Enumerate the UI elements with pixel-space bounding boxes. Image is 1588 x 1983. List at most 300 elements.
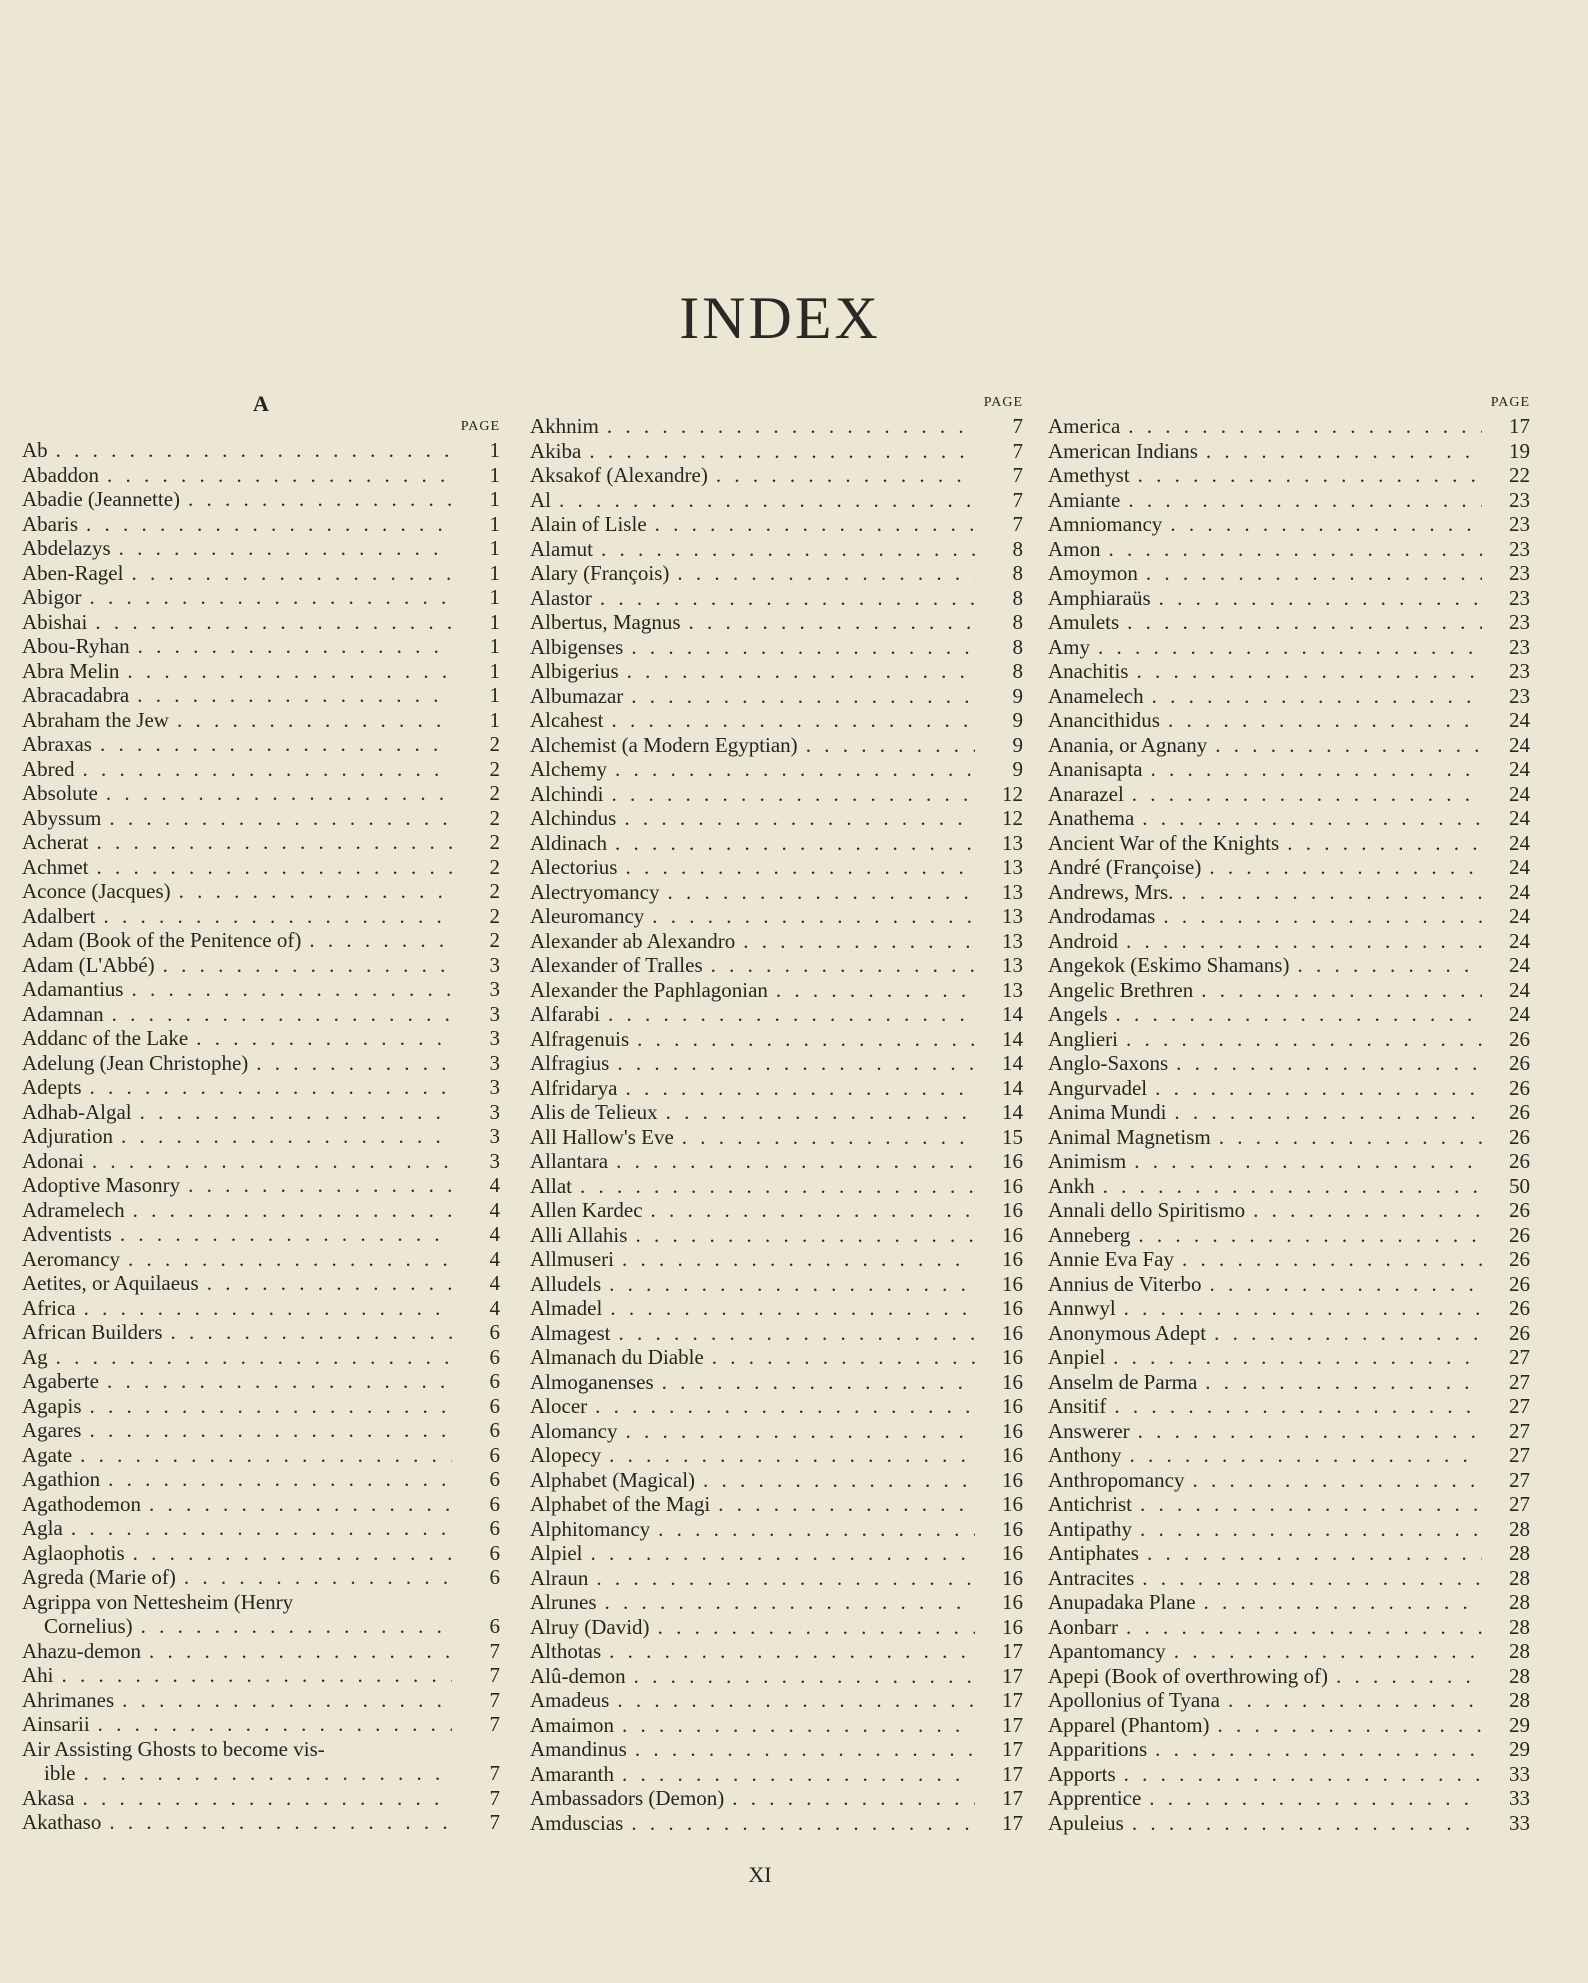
dot-leader (100, 1467, 452, 1492)
entry-page-number: 28 (1509, 1516, 1530, 1541)
entry-page-number: 1 (489, 683, 500, 707)
entry-page-number: 6 (489, 1442, 500, 1467)
index-entry (530, 1639, 1023, 1664)
index-entry (22, 585, 500, 610)
entry-page-number: 26 (1509, 1124, 1530, 1149)
entry-name: Annie Eva Fay (1048, 1247, 1174, 1271)
entry-page-number: 6 (489, 1418, 500, 1442)
index-entry (530, 1198, 1023, 1223)
entry-name: Andrews, Mrs. (1048, 879, 1174, 904)
entry-page-number: 8 (1012, 585, 1023, 610)
entry-page-number: 7 (489, 1761, 500, 1785)
entry-name: Amandinus (530, 1737, 627, 1761)
entry-name: Akathaso (22, 1810, 102, 1834)
dot-leader (1134, 806, 1482, 831)
dot-leader (82, 585, 453, 610)
index-entry (22, 610, 500, 635)
index-entry (1048, 1223, 1530, 1248)
entry-page-number: 22 (1509, 463, 1530, 487)
entry-name: Anachitis (1048, 659, 1129, 683)
entry-name: Alphitomancy (530, 1516, 651, 1541)
entry-page-number: 1 (489, 536, 500, 560)
entry-name: Ancient War of the Knights (1048, 830, 1280, 855)
entry-page-number: 28 (1509, 1663, 1530, 1688)
entry-page-number: 3 (489, 1124, 500, 1148)
index-entry (1048, 757, 1530, 782)
entry-page-number: 13 (1002, 904, 1023, 928)
dot-leader (1220, 1688, 1482, 1713)
entry-page-number: 16 (1002, 1467, 1023, 1492)
entry-page-number: 6 (489, 1393, 500, 1418)
index-entry (530, 1713, 1023, 1738)
entry-name: Al (530, 487, 551, 512)
index-entry (22, 1663, 500, 1688)
index-entry (22, 806, 500, 831)
dot-leader (1134, 1566, 1482, 1591)
dot-leader (133, 1614, 452, 1639)
entry-name: ible (44, 1761, 76, 1785)
dot-leader (1279, 831, 1482, 856)
entry-name: Ankh (1048, 1173, 1095, 1198)
dot-leader (1147, 1737, 1482, 1762)
index-entry (22, 1590, 500, 1615)
index-entry (530, 904, 1023, 929)
entry-name: Answerer (1048, 1418, 1130, 1443)
dot-leader (551, 488, 975, 513)
index-entry (530, 757, 1023, 782)
index-entry (1048, 1345, 1530, 1370)
dot-leader (114, 1688, 452, 1713)
entry-page-number: 16 (1002, 1222, 1023, 1247)
entry-page-number: 26 (1509, 1149, 1530, 1173)
dot-leader (1105, 1345, 1482, 1370)
index-entry (1048, 561, 1530, 586)
entry-page-number: 28 (1509, 1590, 1530, 1614)
dot-leader (1196, 1590, 1482, 1615)
index-entry (530, 831, 1023, 856)
entry-page-number: 16 (1002, 1369, 1023, 1394)
entry-page-number: 3 (489, 977, 500, 1001)
dot-leader (614, 1713, 975, 1738)
entry-name: Anima Mundi (1048, 1100, 1167, 1124)
dot-leader (1198, 439, 1482, 464)
entry-name: Agathion (22, 1467, 101, 1491)
index-entry (22, 1173, 500, 1198)
index-entry (1048, 1296, 1530, 1321)
dot-leader (125, 1541, 452, 1566)
entry-page-number: 24 (1509, 953, 1530, 977)
entry-name: America (1048, 414, 1121, 438)
dot-leader (1245, 1198, 1482, 1223)
entry-name: Aben-Ragel (22, 560, 124, 585)
entry-page-number: 16 (1002, 1198, 1023, 1222)
page-title: INDEX (679, 285, 881, 351)
index-entry (1048, 586, 1530, 611)
dot-leader (1162, 512, 1482, 537)
entry-page-number: 24 (1509, 904, 1530, 928)
entry-page-number: 17 (1002, 1761, 1023, 1786)
entry-page-number: 4 (489, 1222, 500, 1246)
entry-page-number: 19 (1509, 438, 1530, 463)
dot-leader (72, 1443, 452, 1468)
dot-leader (1202, 1272, 1482, 1297)
entry-page-number: 1 (489, 634, 500, 658)
entry-name: Apepi (Book of overthrowing of) (1048, 1663, 1328, 1688)
entry-page-number: 33 (1509, 1761, 1530, 1786)
index-entry (530, 1590, 1023, 1615)
index-entry (22, 928, 500, 953)
page-folio: XI (748, 1862, 772, 1887)
index-entry (530, 1321, 1023, 1346)
index-entry (530, 1174, 1023, 1199)
dot-leader (141, 1492, 452, 1517)
entry-name: Anamelech (1048, 683, 1144, 708)
entry-name: Apuleius (1048, 1810, 1124, 1835)
index-entry (530, 488, 1023, 513)
dot-leader (1138, 561, 1482, 586)
entry-name: Alfarabi (530, 1002, 600, 1026)
dot-leader (623, 635, 975, 660)
entry-page-number: 26 (1509, 1026, 1530, 1051)
entry-page-number: 2 (489, 830, 500, 854)
index-entry (530, 1223, 1023, 1248)
index-entry (22, 904, 500, 929)
entry-page-number: 14 (1002, 1002, 1023, 1026)
entry-page-number: 16 (1002, 1614, 1023, 1639)
entry-name: Aksakof (Alexandre) (530, 463, 708, 487)
dot-leader (74, 757, 452, 782)
dot-leader (654, 1370, 975, 1395)
entry-page-number: 16 (1002, 1320, 1023, 1345)
entry-page-number: 3 (489, 1026, 500, 1050)
index-entry (22, 1149, 500, 1174)
entry-page-number: 13 (1002, 855, 1023, 879)
index-entry (1048, 1198, 1530, 1223)
dot-leader (704, 1345, 975, 1370)
entry-page-number: 27 (1509, 1418, 1530, 1443)
index-entry (1048, 1590, 1530, 1615)
entry-page-number: 26 (1509, 1198, 1530, 1222)
dot-leader (1184, 1468, 1482, 1493)
entry-name: Anneberg (1048, 1222, 1131, 1247)
entry-page-number: 4 (489, 1271, 500, 1295)
entry-name: Anania, or Agnany (1048, 732, 1208, 757)
dot-leader (600, 1002, 975, 1027)
entry-page-number: 23 (1509, 659, 1530, 683)
dot-leader (614, 1247, 975, 1272)
entry-name: Adelung (Jean Christophe) (22, 1050, 249, 1075)
entry-name: Amulets (1048, 610, 1120, 634)
dot-leader (1118, 929, 1482, 954)
entry-name: Alraun (530, 1565, 589, 1590)
dot-leader (629, 1027, 975, 1052)
index-entry (1048, 1321, 1530, 1346)
index-entry (1048, 1076, 1530, 1101)
entry-page-number: 26 (1509, 1051, 1530, 1075)
index-entry (22, 1051, 500, 1076)
entry-name: Abraxas (22, 732, 92, 756)
entry-name: Adventists (22, 1222, 112, 1246)
dot-leader (572, 1174, 975, 1199)
dot-leader (1126, 1149, 1482, 1174)
index-entry (1048, 537, 1530, 562)
dot-leader (48, 438, 452, 463)
dot-leader (708, 463, 975, 488)
dot-leader (1116, 1762, 1482, 1787)
entry-name: Alain of Lisle (530, 512, 647, 536)
entry-name: Ambassadors (Demon) (530, 1786, 725, 1810)
index-entry (530, 1468, 1023, 1493)
entry-page-number: 7 (489, 1785, 500, 1810)
page-column-heading: PAGE (460, 419, 500, 434)
index-entry (1048, 659, 1530, 684)
entry-name: Agla (22, 1516, 63, 1540)
entry-name: Abou-Ryhan (22, 634, 130, 658)
entry-page-number: 13 (1002, 953, 1023, 977)
entry-name: Antiphates (1048, 1541, 1139, 1565)
dot-leader (88, 855, 452, 880)
entry-page-number: 17 (1002, 1639, 1023, 1663)
index-entry (1048, 414, 1530, 439)
index-entry (1048, 1394, 1530, 1419)
entry-page-number: 6 (489, 1540, 500, 1565)
entry-page-number: 33 (1509, 1810, 1530, 1835)
index-entry (530, 439, 1023, 464)
page-column-heading: PAGE (1490, 395, 1530, 410)
dot-leader (81, 1418, 452, 1443)
index-entry (530, 1419, 1023, 1444)
dot-leader (601, 1639, 975, 1664)
dot-leader (623, 1811, 975, 1836)
index-entry (530, 586, 1023, 611)
entry-page-number: 2 (489, 854, 500, 879)
dot-leader (1174, 1247, 1482, 1272)
dot-leader (1106, 1394, 1482, 1419)
dot-leader (90, 1712, 452, 1737)
index-entry (530, 463, 1023, 488)
index-entry (22, 1026, 500, 1051)
entry-page-number: 23 (1509, 561, 1530, 585)
index-entry (530, 1394, 1023, 1419)
entry-name: Adramelech (22, 1197, 125, 1222)
dot-leader (601, 1443, 975, 1468)
dot-leader (1210, 1713, 1482, 1738)
entry-name: Achmet (22, 854, 89, 879)
entry-name: Alchemy (530, 757, 607, 781)
index-entry (530, 855, 1023, 880)
dot-leader (1118, 1027, 1482, 1052)
dot-leader (1141, 1786, 1482, 1811)
entry-page-number: 7 (1012, 463, 1023, 487)
index-entry (1048, 1664, 1530, 1689)
entry-page-number: 2 (489, 928, 500, 952)
dot-leader (98, 781, 452, 806)
dot-leader (798, 733, 975, 758)
index-entry (22, 1516, 500, 1541)
entry-page-number: 7 (1012, 414, 1023, 438)
index-entry (530, 1149, 1023, 1174)
dot-leader (710, 1492, 975, 1517)
entry-name: Angurvadel (1048, 1075, 1148, 1100)
entry-name: Aeromancy (22, 1246, 120, 1271)
dot-leader (76, 1761, 453, 1786)
entry-name: Alfragius (530, 1051, 610, 1075)
entry-page-number: 8 (1012, 561, 1023, 585)
index-entry (1048, 1174, 1530, 1199)
entry-name: Aleuromancy (530, 904, 645, 928)
dot-leader (619, 659, 975, 684)
index-entry (22, 1639, 500, 1664)
entry-page-number: 16 (1002, 1394, 1023, 1418)
entry-name: Althotas (530, 1639, 602, 1663)
entry-name: Agate (22, 1442, 73, 1467)
entry-page-number: 16 (1002, 1541, 1023, 1565)
index-entry (22, 1565, 500, 1590)
entry-name: Albigenses (530, 634, 624, 659)
index-entry (22, 953, 500, 978)
dot-leader (176, 1565, 452, 1590)
index-entry (530, 1786, 1023, 1811)
dot-leader (1095, 1174, 1482, 1199)
entry-name: Alchindi (530, 781, 604, 806)
index-entry (530, 1370, 1023, 1395)
index-entry (22, 781, 500, 806)
dot-leader (99, 463, 452, 488)
entry-name: Adamnan (22, 1001, 104, 1026)
entry-page-number: 24 (1509, 708, 1530, 732)
dot-leader (99, 1369, 452, 1394)
dot-leader (1119, 610, 1482, 635)
entry-page-number: 4 (489, 1295, 500, 1320)
index-entry (530, 414, 1023, 439)
dot-leader (120, 1247, 452, 1272)
dot-leader (616, 806, 975, 831)
dot-leader (1166, 1639, 1482, 1664)
entry-name: Akhnim (530, 414, 599, 438)
dot-leader (112, 1222, 452, 1247)
entry-name: Abaris (22, 511, 78, 536)
entry-name: Alphabet of the Magi (530, 1492, 711, 1516)
dot-leader (604, 782, 976, 807)
index-entry (1048, 463, 1530, 488)
entry-name: Ab (22, 438, 48, 462)
entry-name: Amaimon (530, 1712, 614, 1737)
index-entry (1048, 806, 1530, 831)
entry-page-number: 24 (1509, 806, 1530, 830)
entry-name: Angelic Brethren (1048, 977, 1194, 1002)
dot-leader (82, 1394, 453, 1419)
entry-name: Anthropomancy (1048, 1467, 1185, 1492)
dot-leader (1130, 463, 1482, 488)
dot-leader (1090, 635, 1482, 660)
dot-leader (123, 977, 452, 1002)
entry-name: Amy (1048, 634, 1090, 659)
dot-leader (592, 586, 975, 611)
entry-page-number: 16 (1002, 1443, 1023, 1467)
dot-leader (608, 1149, 975, 1174)
entry-name: Agares (22, 1418, 82, 1442)
index-entry (1048, 635, 1530, 660)
entry-name: Alchemist (a Modern Egyptian) (530, 732, 798, 757)
dot-leader (659, 880, 975, 905)
dot-leader (171, 879, 452, 904)
entry-name: Allmuseri (530, 1247, 614, 1271)
entry-name: Alexander ab Alexandro (530, 928, 736, 953)
dot-leader (141, 1639, 452, 1664)
entry-name: Adam (L'Abbé) (22, 952, 155, 977)
entry-name: Ahi (22, 1663, 54, 1687)
entry-name: All Hallow's Eve (530, 1124, 674, 1149)
dot-leader (1147, 1076, 1482, 1101)
entry-name: André (Françoise) (1048, 855, 1202, 879)
entry-page-number: 9 (1012, 683, 1023, 708)
entry-name: Aetites, or Aquilaeus (22, 1271, 199, 1295)
entry-page-number: 28 (1509, 1614, 1530, 1639)
entry-name: Angels (1048, 1002, 1108, 1026)
index-entry (530, 880, 1023, 905)
entry-name: Abyssum (22, 805, 102, 830)
dot-leader (1118, 1615, 1482, 1640)
entry-page-number: 13 (1002, 977, 1023, 1002)
entry-name: Anthony (1048, 1443, 1122, 1467)
entry-page-number: 2 (489, 903, 500, 928)
dot-leader (607, 757, 975, 782)
index-entry (530, 1443, 1023, 1468)
entry-page-number: 27 (1509, 1467, 1530, 1492)
entry-page-number: 2 (489, 756, 500, 781)
dot-leader (588, 1566, 975, 1591)
index-entry (1048, 978, 1530, 1003)
entry-page-number: 1 (489, 438, 500, 462)
entry-page-number: 16 (1002, 1345, 1023, 1369)
entry-page-number: 27 (1509, 1394, 1530, 1418)
dot-leader (1128, 659, 1482, 684)
dot-leader (163, 1320, 452, 1345)
entry-name: Albumazar (530, 683, 624, 708)
index-column-3 (1048, 392, 1530, 1835)
dot-leader (617, 1076, 975, 1101)
entry-name: Agathodemon (22, 1491, 141, 1516)
index-entry (1048, 488, 1530, 513)
index-entry (1048, 1541, 1530, 1566)
dot-leader (1173, 880, 1482, 905)
index-entry (1048, 1027, 1530, 1052)
entry-name: Alli Allahis (530, 1222, 628, 1247)
index-entry (530, 1076, 1023, 1101)
entry-name: Anpiel (1048, 1345, 1106, 1369)
entry-page-number: 24 (1509, 928, 1530, 953)
entry-page-number: 23 (1509, 536, 1530, 561)
entry-name: Allantara (530, 1149, 609, 1173)
index-entry (530, 684, 1023, 709)
index-entry (1048, 929, 1530, 954)
entry-name: Alfragenuis (530, 1026, 630, 1051)
entry-name: Agrippa von Nettesheim (Henry (22, 1589, 294, 1614)
entry-name: Aconce (Jacques) (22, 879, 171, 903)
index-entry (22, 1761, 500, 1786)
entry-name: Androdamas (1048, 904, 1156, 928)
entry-page-number: 9 (1012, 757, 1023, 781)
entry-page-number: 28 (1509, 1565, 1530, 1590)
entry-page-number: 26 (1509, 1100, 1530, 1124)
index-entry (530, 1762, 1023, 1787)
dot-leader (681, 610, 976, 635)
dot-leader (1144, 684, 1482, 709)
entry-page-number: 2 (489, 781, 500, 805)
entry-page-number: 1 (489, 609, 500, 634)
entry-name: Apparel (Phantom) (1048, 1712, 1210, 1737)
index-entry (22, 1369, 500, 1394)
